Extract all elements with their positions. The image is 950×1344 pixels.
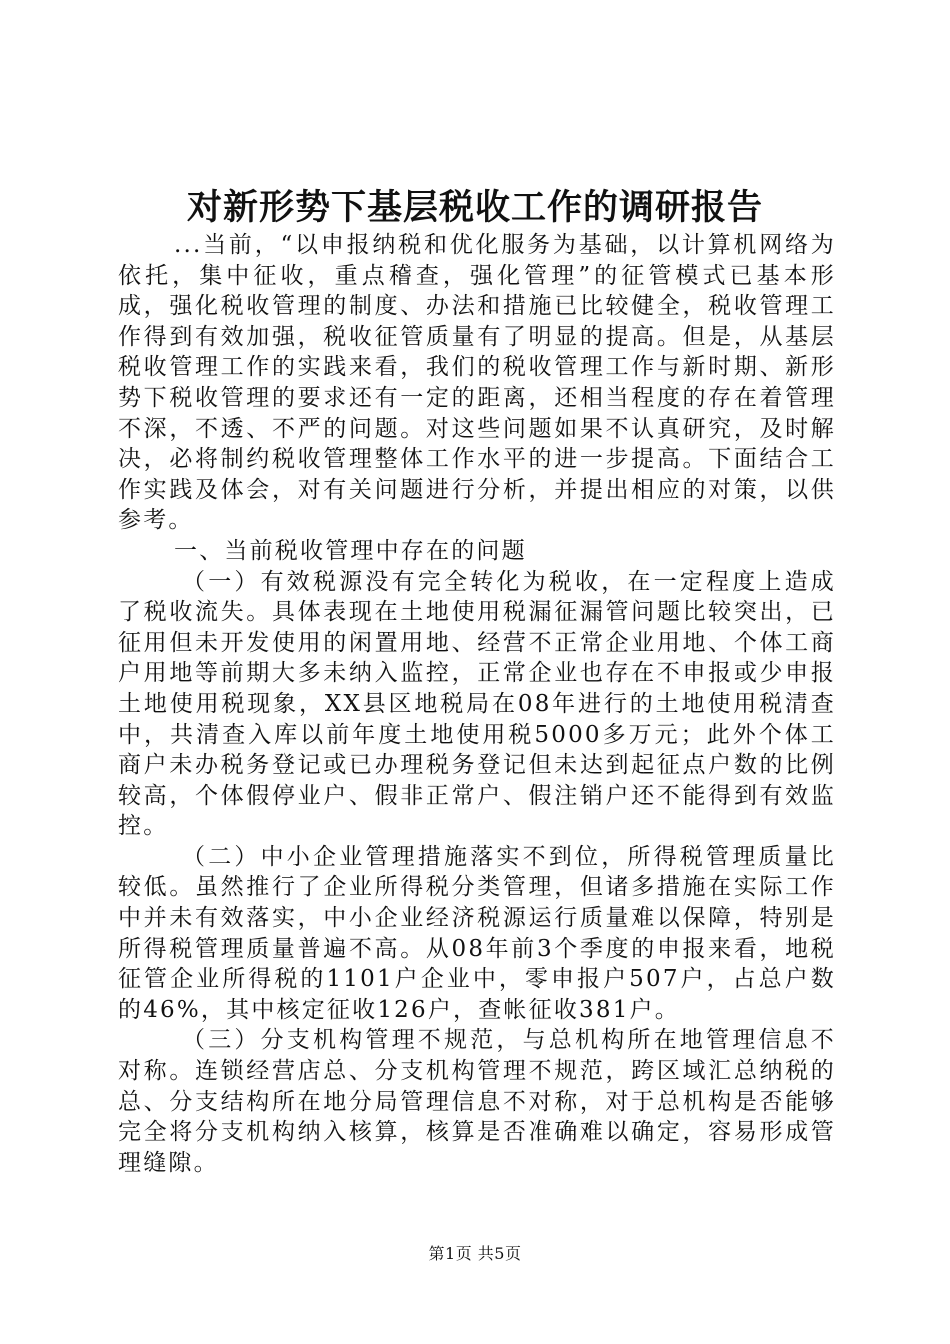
document-title: 对新形势下基层税收工作的调研报告: [186, 187, 763, 228]
page-footer: 第1页 共5页: [428, 1244, 522, 1263]
paragraph-problem-2: （二）中小企业管理措施落实不到位，所得税管理质量比较低。虽然推行了企业所得税分类管理，但诸多措施在实际工作中并未有效落实，中小企业经济税源运行质量难以保障，特别是所得税管理质量普遍不高。从08年前3个季度的申报来看，地税征管企业所得税的1101户企业中，零申报户507户，占总户数的46%，其中核定征收126户，查帐征收381户。: [118, 843, 836, 1023]
paragraph-problem-1: （一）有效税源没有完全转化为税收，在一定程度上造成了税收流失。具体表现在土地使用税漏征漏管问题比较突出，已征用但未开发使用的闲置用地、经营不正常企业用地、个体工商户用地等前期大多未纳入监控，正常企业也存在不申报或少申报土地使用税现象，XX县区地税局在08年进行的土地使用税清查中，共清查入库以前年度土地使用税5000多万元；此外个体工商户未办税务登记或已办理税务登记但未达到起征点户数的比例较高，个体假停业户、假非正常户、假注销户还不能得到有效监控。: [118, 568, 836, 840]
paragraph-problem-3: （三）分支机构管理不规范，与总机构所在地管理信息不对称。连锁经营店总、分支机构管理不规范，跨区域汇总纳税的总、分支结构所在地分局管理信息不对称，对于总机构是否能够完全将分支机构纳入核算，核算是否准确难以确定，容易形成管理缝隙。: [118, 1027, 836, 1176]
paragraph-intro: ...当前，“以申报纳税和优化服务为基础，以计算机网络为依托，集中征收，重点稽查，强化管理”的征管模式已基本形成，强化税收管理的制度、办法和措施已比较健全，税收管理工作得到有效加强，税收征管质量有了明显的提高。但是，从基层税收管理工作的实践来看，我们的税收管理工作与新时期、新形势下税收管理的要求还有一定的距离，还相当程度的存在着管理不深，不透、不严的问题。对这些问题如果不认真研究，及时解决，必将制约税收管理整体工作水平的进一步提高。下面结合工作实践及体会，对有关问题进行分析，并提出相应的对策，以供参考。: [118, 232, 836, 534]
document-body: [118, 230, 836, 1178]
section-heading-problems: 一、当前税收管理中存在的问题: [174, 537, 527, 564]
